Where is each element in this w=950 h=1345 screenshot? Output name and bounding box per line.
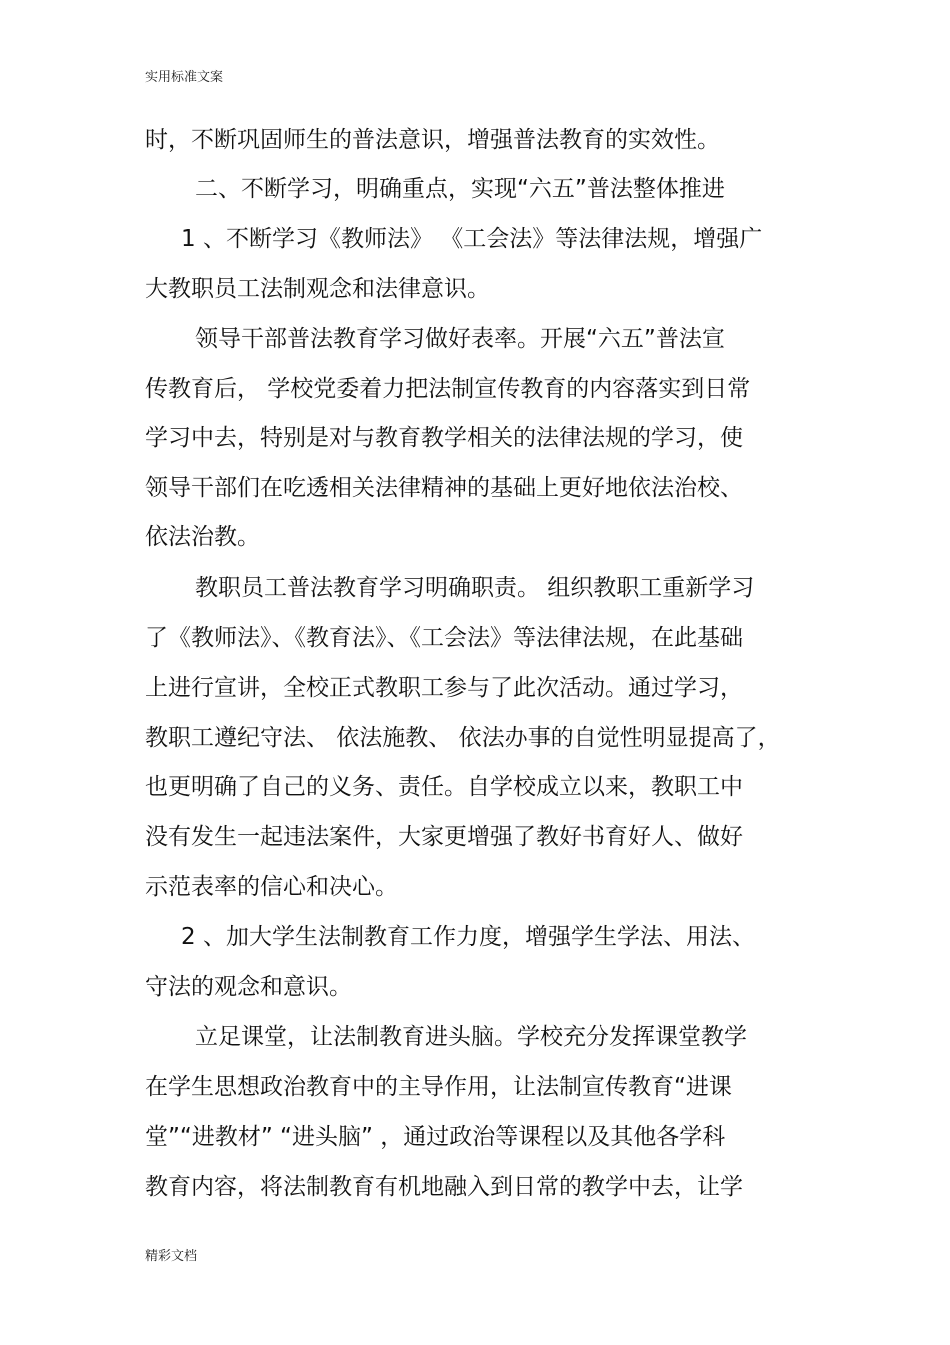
page-footer: 精彩文档 (145, 1249, 198, 1264)
text-line: 在学生思想政治教育中的主导作用，让法制宣传教育“进课 (145, 1074, 732, 1100)
text-line: 传教育后， 学校党委着力把法制宣传教育的内容落实到日常 (145, 376, 751, 402)
text-line: 教育内容，将法制教育有机地融入到日常的教学中去，让学 (145, 1174, 743, 1200)
page-header: 实用标准文案 (145, 70, 224, 85)
text-line: 时，不断巩固师生的普法意识，增强普法教育的实效性。 (145, 127, 720, 153)
text-line: 没有发生一起违法案件，大家更增强了教好书育好人、做好 (145, 824, 743, 850)
text-line: 领导干部们在吃透相关法律精神的基础上更好地依法治校、 (145, 475, 743, 501)
text-line: 守法的观念和意识。 (145, 974, 352, 1000)
section-heading: 二、不断学习，明确重点，实现“六五”普法整体推进 (195, 176, 725, 202)
text-line: 大教职员工法制观念和法律意识。 (145, 276, 490, 302)
text-line: 教职员工普法教育学习明确职责。 组织教职工重新学习 (195, 575, 755, 601)
subsection-heading: 2 、加大学生法制教育工作力度，增强学生学法、用法、 (181, 924, 755, 950)
text-line: 领导干部普法教育学习做好表率。开展“六五”普法宣 (195, 326, 725, 352)
text-line: 堂”“进教材” “进头脑” ，通过政治等课程以及其他各学科 (145, 1124, 726, 1150)
text-line: 依法治教。 (145, 524, 260, 550)
text-line: 上进行宣讲，全校正式教职工参与了此次活动。通过学习， (145, 675, 743, 701)
text-line: 示范表率的信心和决心。 (145, 874, 398, 900)
subsection-heading: 1 、不断学习《教师法》 《工会法》等法律法规，增强广 (181, 226, 763, 252)
text-line: 立足课堂，让法制教育进头脑。学校充分发挥课堂教学 (195, 1024, 747, 1050)
text-line: 也更明确了自己的义务、责任。自学校成立以来，教职工中 (145, 774, 743, 800)
text-line: 教职工遵纪守法、 依法施教、 依法办事的自觉性明显提高了， (145, 725, 781, 751)
text-line: 了《教师法》、《教育法》、《工会法》等法律法规，在此基础 (145, 625, 743, 651)
text-line: 学习中去，特别是对与教育教学相关的法律法规的学习，使 (145, 425, 743, 451)
